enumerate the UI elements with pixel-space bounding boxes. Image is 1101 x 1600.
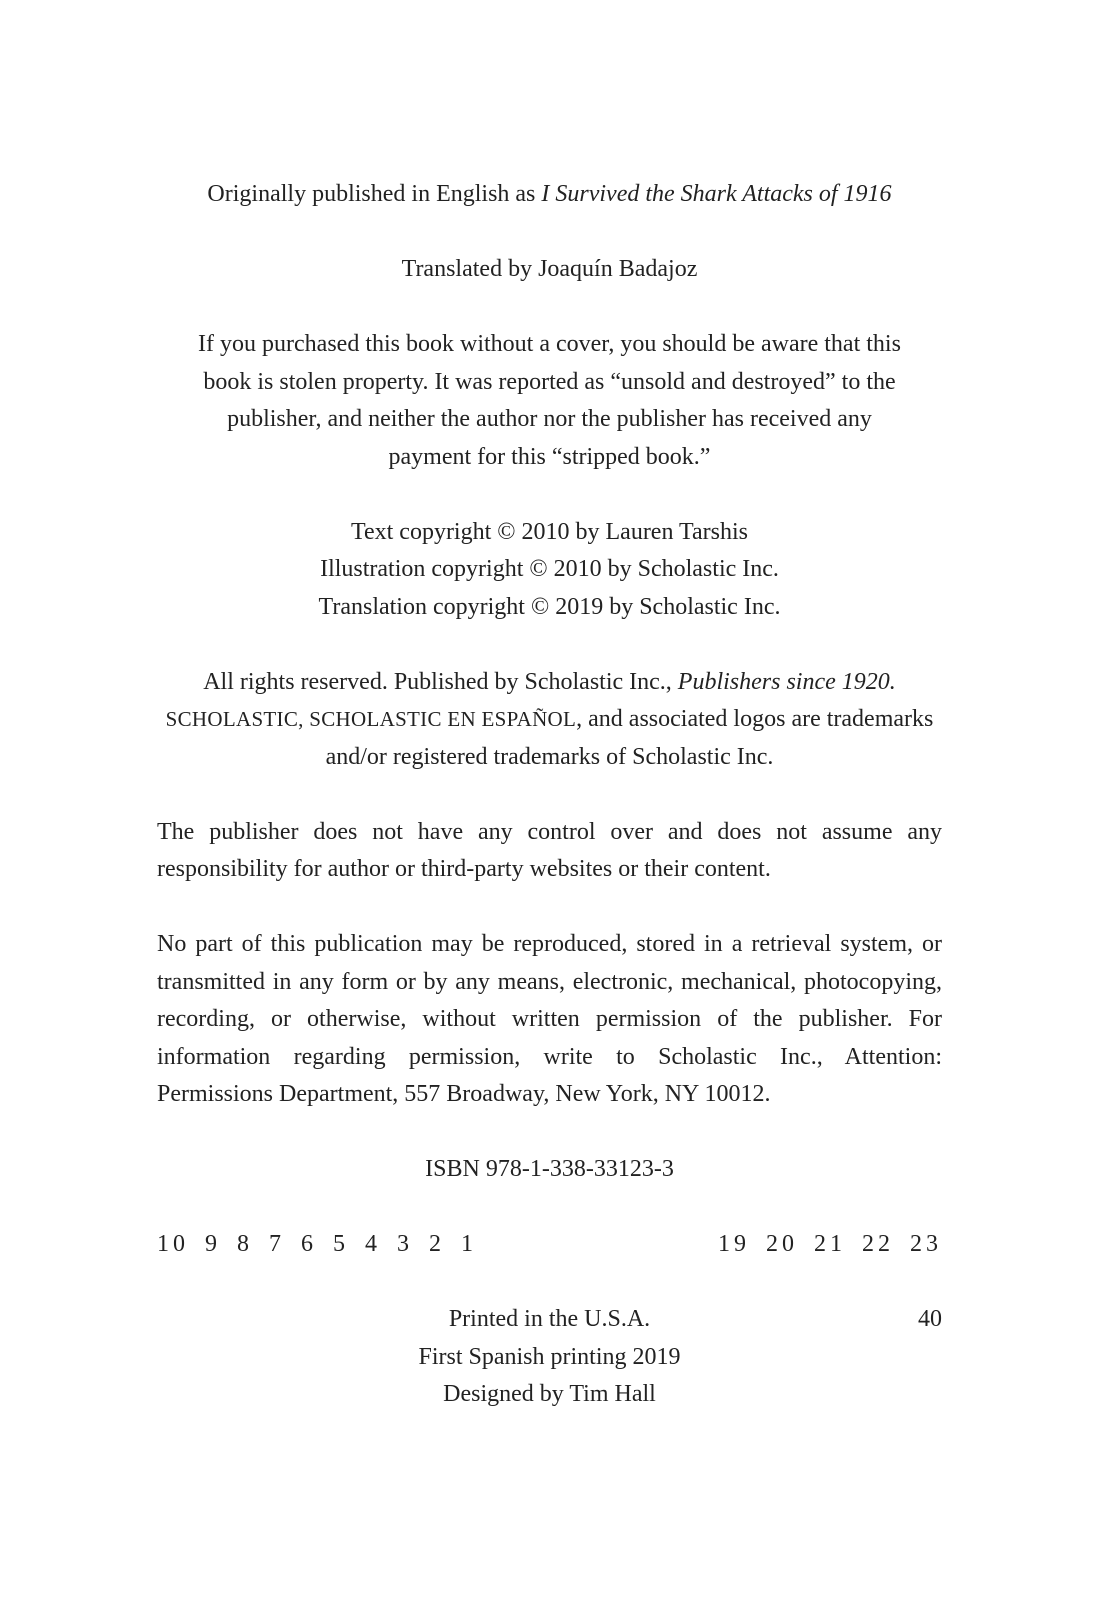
- stripped-book-line: book is stolen property. It was reported as “unsold and destroyed” to the: [203, 368, 896, 395]
- copyright-block: [157, 514, 942, 627]
- trademark-rest: , and associated logos are trademarks: [576, 706, 934, 732]
- year-line: 19 20 21 22 23: [718, 1231, 942, 1257]
- spacer: [157, 776, 942, 814]
- isbn: ISBN 978-1-338-33123-3: [425, 1156, 674, 1182]
- websites-disclaimer: The publisher does not have any control over and does not assume any responsibility for author or third-party websites or their content.: [157, 818, 942, 882]
- copyright-page: [157, 176, 942, 1414]
- spacer: [157, 214, 942, 252]
- spacer: [157, 476, 942, 514]
- original-prefix: Originally published in English as: [207, 181, 542, 207]
- translation-copyright: Translation copyright © 2019 by Scholastic Inc.: [318, 593, 781, 620]
- reproduction-notice: No part of this publication may be reproduced, stored in a retrieval system, or transmitted in any form or by any means, electronic, mechanical, photocopying, recording, or otherwise, without written permission of the publisher. For information regarding permission, write to Scholastic Inc., Attention: Permissions Department, 557 Broadway, New York, NY 10012.: [157, 931, 942, 1107]
- spacer: [157, 289, 942, 327]
- printing-info: [157, 1301, 942, 1414]
- designed-by: Designed by Tim Hall: [443, 1381, 656, 1407]
- stripped-book-line: If you purchased this book without a cover, you should be aware that this: [198, 331, 901, 357]
- trademark-line: and/or registered trademarks of Scholastic Inc.: [325, 743, 774, 770]
- printing-numbers-row: [157, 1226, 942, 1264]
- spacer: [157, 1114, 942, 1152]
- stripped-book-line: publisher, and neither the author nor the publisher has received any: [227, 406, 872, 432]
- stripped-book-line: payment for this “stripped book.”: [388, 443, 711, 470]
- spacer: [157, 889, 942, 927]
- original-publication-line: [157, 176, 942, 214]
- first-printing: First Spanish printing 2019: [418, 1343, 681, 1370]
- original-title: I Survived the Shark Attacks of 1916: [541, 181, 892, 207]
- translated-by: Translated by Joaquín Badajoz: [401, 256, 698, 282]
- isbn-line: [157, 1151, 942, 1189]
- spacer: [157, 1264, 942, 1302]
- trademark-names: SCHOLASTIC, SCHOLASTIC EN ESPAÑOL: [165, 707, 577, 731]
- publishers-since: Publishers since 1920.: [677, 668, 896, 695]
- printed-in: Printed in the U.S.A.: [448, 1306, 651, 1332]
- print-line: 10 9 8 7 6 5 4 3 2 1: [157, 1231, 477, 1257]
- spacer: [157, 1189, 942, 1227]
- translator-line: [157, 251, 942, 289]
- text-copyright: Text copyright © 2010 by Lauren Tarshis: [350, 518, 749, 545]
- rights-prefix: All rights reserved. Published by Scholastic Inc.,: [203, 668, 678, 695]
- illustration-copyright: Illustration copyright © 2010 by Scholastic Inc.: [320, 556, 779, 582]
- stripped-book-notice: [157, 326, 942, 476]
- printing-code: 40: [918, 1306, 942, 1332]
- spacer: [157, 626, 942, 664]
- rights-block: [157, 664, 942, 777]
